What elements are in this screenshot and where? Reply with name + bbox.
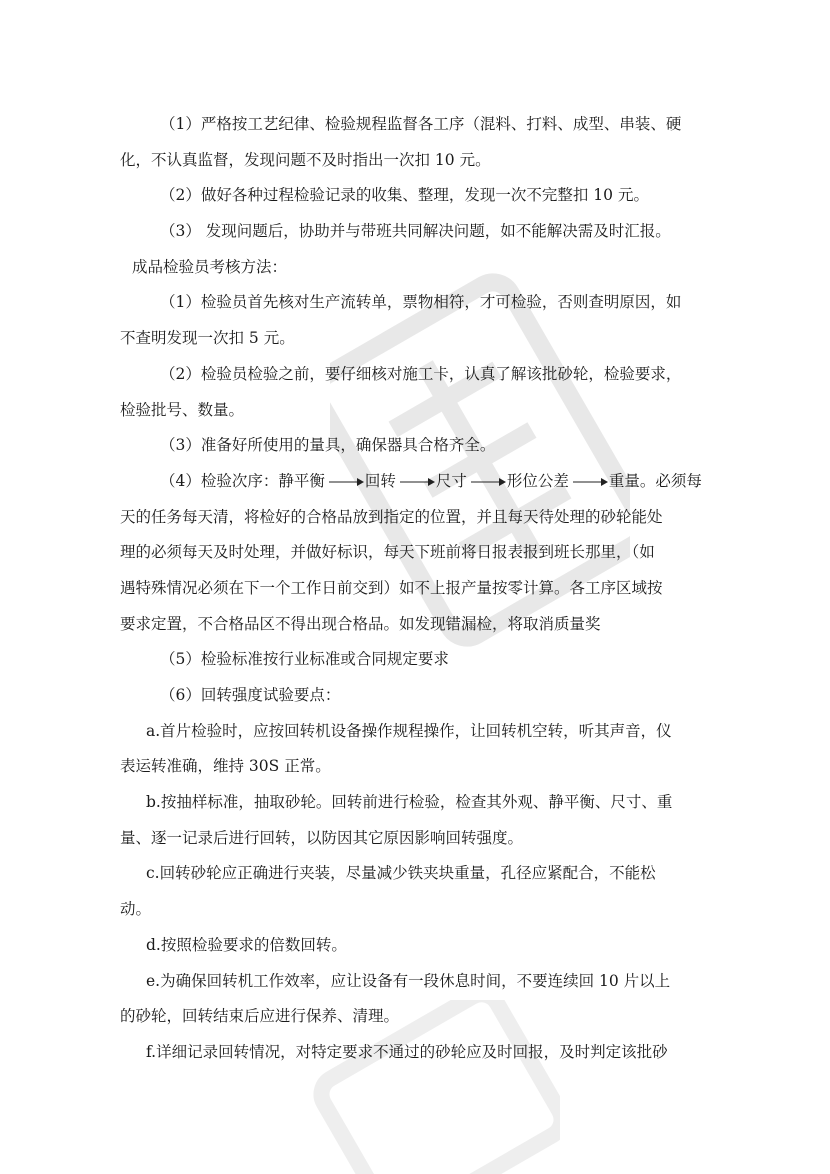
text-line: 表运转准确，维持 30S 正常。	[120, 757, 331, 776]
text-line: （5）检验标准按行业标准或合同规定要求	[160, 650, 449, 669]
text-line: （1）严格按工艺纪律、检验规程监督各工序（混料、打料、成型、串装、硬	[160, 115, 682, 133]
order-step: 形位公差	[506, 471, 569, 490]
text-line: 要求定置，不合格品区不得出现合格品。如发现错漏检，将取消质量奖	[120, 614, 601, 633]
text-line: d.按照检验要求的倍数回转。	[146, 935, 347, 954]
text-line: e.为确保回转机工作效率，应让设备有一段休息时间，不要连续回 10 片以上	[146, 971, 671, 990]
arrow-icon	[396, 476, 436, 488]
text-line: 理的必须每天及时处理，并做好标识，每天下班前将日报表报到班长那里，（如	[120, 543, 655, 562]
text-line: （1）检验员首先核对生产流转单，票物相符，才可检验，否则查明原因，如	[160, 293, 682, 312]
arrow-icon	[325, 476, 365, 488]
text-line: （6）回转强度试验要点：	[160, 686, 341, 704]
text-line: 不查明发现一次扣 5 元。	[120, 329, 295, 348]
text-line: 天的任务每天清，将检好的合格品放到指定的位置，并且每天待处理的砂轮能处	[120, 507, 663, 526]
text-line: （3）准备好所使用的量具，确保器具合格齐全。	[160, 436, 496, 455]
text-line: 遇特殊情况必须在下一个工作日前交到）如不上报产量按零计算。各工序区域按	[120, 578, 663, 597]
text-line: b.按抽样标准，抽取砂轮。回转前进行检验，检查其外观、静平衡、尺寸、重	[146, 793, 673, 812]
inspection-order-line	[120, 464, 715, 500]
order-step: 重量。必须每	[608, 471, 702, 490]
text-line: 化，不认真监督，发现问题不及时指出一次扣 10 元。	[120, 150, 491, 169]
text-line: （2）检验员检验之前，要仔细核对施工卡，认真了解该批砂轮，检验要求，	[160, 364, 682, 383]
text-line: c.回转砂轮应正确进行夹装，尽量减少铁夹块重量，孔径应紧配合，不能松	[146, 864, 656, 883]
text-line: a.首片检验时，应按回转机设备操作规程操作，让回转机空转，听其声音，仪	[146, 721, 672, 740]
text-line: （3） 发现问题后，协助并与带班共同解决问题，如不能解决需及时汇报。	[160, 222, 671, 241]
document-body	[120, 107, 715, 1071]
text-line: （2）做好各种过程检验记录的收集、整理，发现一次不完整扣 10 元。	[160, 186, 649, 205]
order-step: 回转	[364, 471, 396, 490]
text-line: 的砂轮，回转结束后应进行保养、清理。	[120, 1007, 400, 1026]
order-step: 尺寸	[435, 471, 467, 490]
text-line: 动。	[120, 900, 152, 919]
arrow-icon	[569, 476, 609, 488]
text-line: 成品检验员考核方法：	[132, 257, 288, 276]
order-prefix: （4）检验次序：静平衡	[160, 471, 325, 490]
text-line: 检验批号、数量。	[120, 400, 245, 419]
arrow-icon	[467, 476, 507, 488]
text-line: f.详细记录回转情况，对特定要求不通过的砂轮应及时回报，及时判定该批砂	[146, 1042, 668, 1061]
text-line: 量、逐一记录后进行回转，以防因其它原因影响回转强度。	[120, 828, 524, 847]
